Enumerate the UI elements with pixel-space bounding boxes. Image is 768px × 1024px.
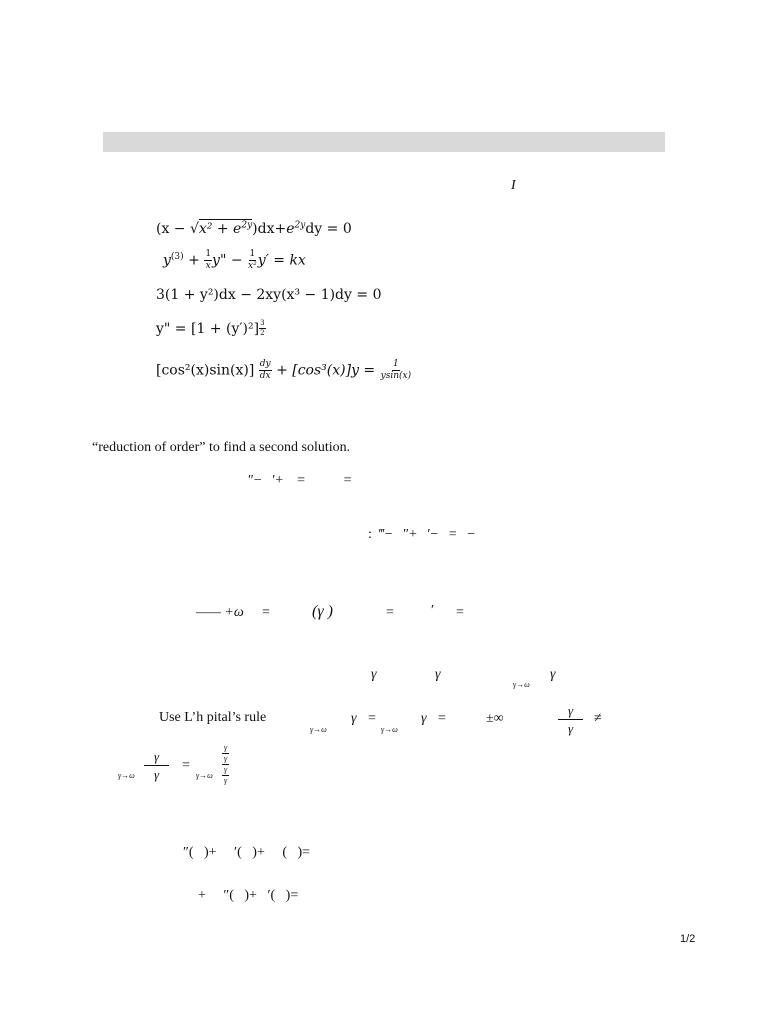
eq2-tail: y′ = kx — [257, 252, 306, 269]
plus-minus-infinity: ±∞ — [486, 711, 504, 726]
omega-equals-3: = — [456, 605, 464, 620]
eq1-tail: dy = 0 — [305, 221, 352, 237]
lhopital-gamma-2: γ — [421, 711, 427, 726]
lhopital-fraction: $\frac{\gamma}{\gamma}$ — [552, 702, 589, 735]
limit-line-equals: = — [182, 758, 190, 773]
eq1-e-exp: 2y — [294, 220, 306, 231]
lhopital-equals-2: = — [438, 711, 446, 726]
marker-i: I — [511, 178, 516, 193]
lhopital-limit-2: γ→ω — [381, 725, 398, 734]
eq5-derivative: $\frac{dy}{dx}$ — [259, 359, 271, 381]
eq2-mid: y" − — [212, 252, 248, 269]
bottom-equation-2: + ″( )+ ′( )= — [198, 888, 299, 903]
gamma-limit-subscript: γ→ω — [513, 680, 530, 689]
equation-2 — [163, 250, 306, 271]
limit-line-subscript-1: γ→ω — [118, 771, 135, 780]
eq5-a: [cos²(x)sin(x)] — [156, 362, 255, 379]
equation-3: 3(1 + y²)dx − 2xy(x³ − 1)dy = 0 — [156, 287, 382, 303]
bottom-equation-1: ″( )+ ′( )+ ( )= — [183, 845, 311, 860]
lhopital-label: Use L’h pital’s rule — [159, 710, 267, 725]
eq1-e: e — [286, 221, 295, 237]
gamma-1: γ — [371, 667, 377, 682]
eq4-exponent: $\frac{3}{2}$ — [260, 319, 265, 337]
lhopital-gamma-1: γ — [351, 711, 357, 726]
limit-line-subscript-2: γ→ω — [196, 771, 213, 780]
eq2-fraction-2: $\frac{1}{\text{x²}}$ — [248, 249, 257, 271]
nested-bottom: γ γ — [224, 765, 228, 785]
eq1-close: )dx+ — [252, 221, 287, 237]
eq2-plus: + — [183, 252, 205, 269]
eq1-radicand: $x^2 + e^{2y}$ — [198, 220, 253, 237]
limit-line-fraction: $\frac{\gamma}{\gamma}$ — [144, 748, 169, 781]
equation-5 — [156, 360, 412, 381]
nested-top: γ γ — [224, 743, 228, 763]
lhopital-equals-1: = — [368, 711, 376, 726]
eq5-b: + [cos³(x)]y = — [271, 362, 380, 379]
omega-prime: ′ — [431, 603, 435, 618]
eq1-open: (x − √ — [156, 221, 199, 237]
omega-dash-term: —— +ω — [196, 605, 244, 620]
eq2-y: y — [163, 252, 171, 269]
equation-4 — [156, 320, 266, 337]
eq4-lhs: y" = [1 + (y′)²] — [156, 321, 260, 337]
reduction-ode-line: ″− ′+ = = — [248, 473, 352, 488]
header-bar — [103, 132, 665, 152]
not-equal-sign: ≠ — [594, 711, 602, 726]
equation-1 — [156, 221, 352, 237]
reduction-of-order-text: “reduction of order” to find a second solution. — [92, 440, 351, 455]
nested-fraction — [222, 744, 229, 785]
lhopital-limit-1: γ→ω — [310, 725, 327, 734]
omega-equals-2: = — [386, 605, 394, 620]
omega-equals-1: = — [262, 605, 270, 620]
eq2-fraction-1: $\frac{1}{x}$ — [205, 249, 212, 271]
third-order-equation: : ‴− ″+ ′− = − — [368, 527, 476, 542]
gamma-3: γ — [550, 667, 556, 682]
eq5-rhs-fraction: $\frac{1}{ysin(x)}$ — [380, 359, 412, 381]
paren-gamma: (γ ) — [312, 603, 333, 620]
eq2-y-exp: (3) — [170, 251, 184, 262]
gamma-2: γ — [435, 667, 441, 682]
page-number: 1/2 — [680, 933, 696, 945]
